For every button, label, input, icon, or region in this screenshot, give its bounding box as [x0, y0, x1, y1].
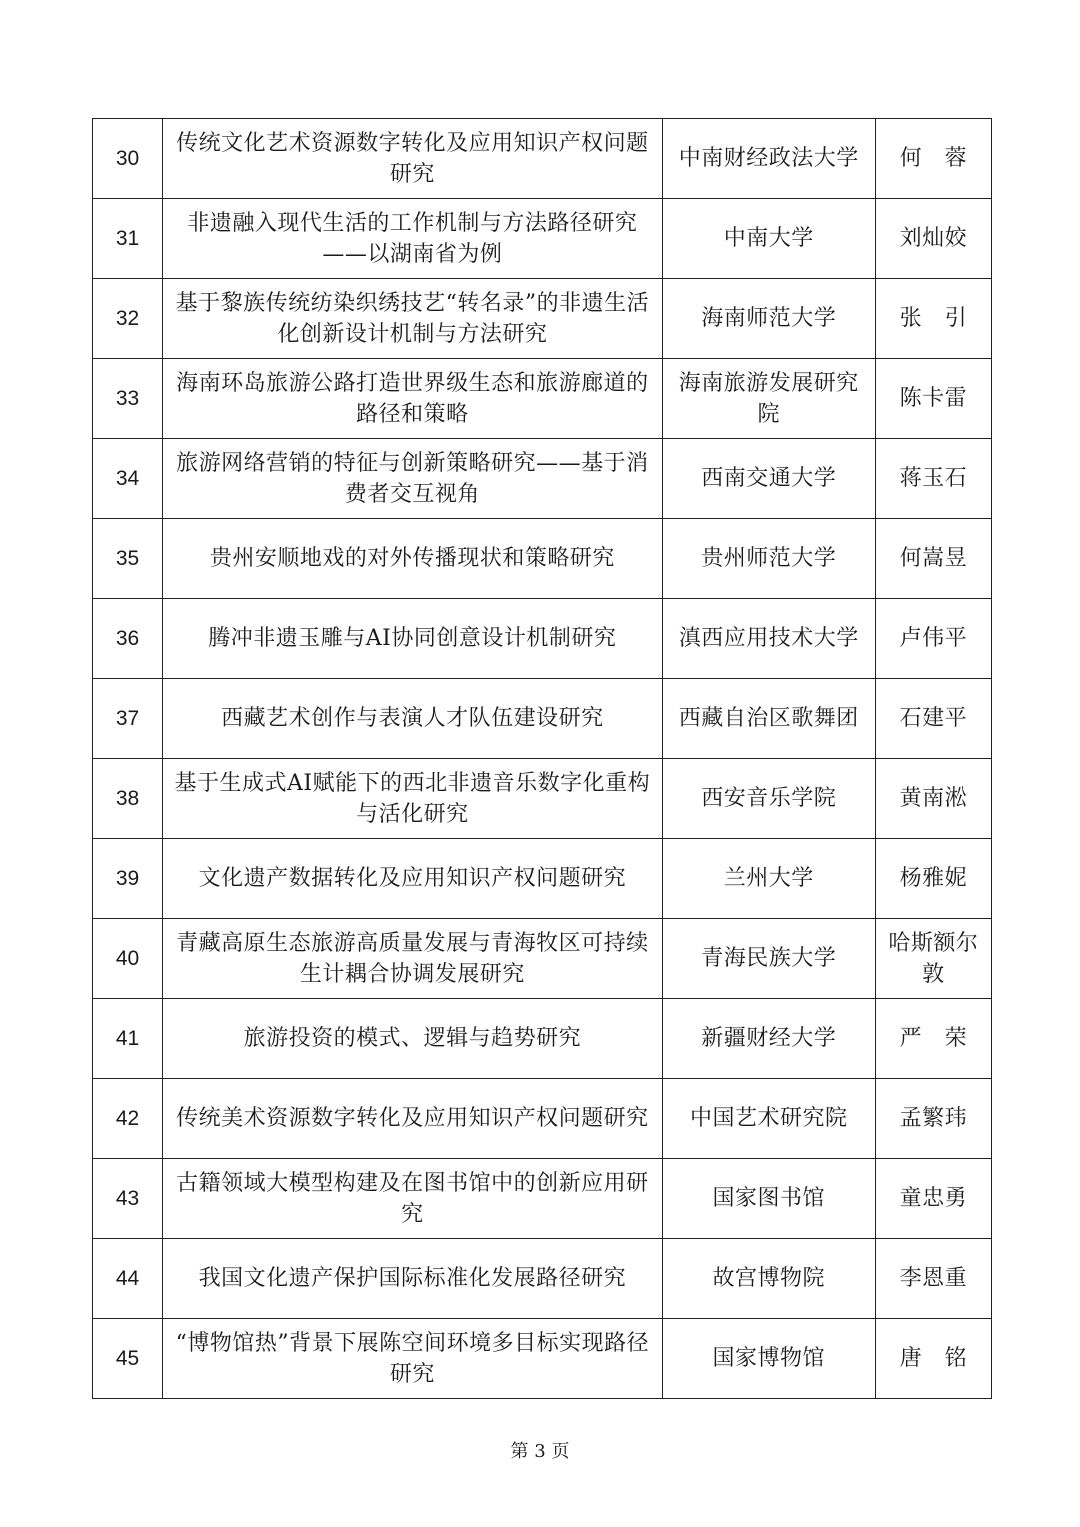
row-number: 38 — [93, 759, 163, 839]
organization: 国家图书馆 — [662, 1159, 875, 1239]
organization: 西南交通大学 — [662, 439, 875, 519]
row-number: 44 — [93, 1239, 163, 1319]
row-number: 37 — [93, 679, 163, 759]
table-row — [93, 1159, 992, 1239]
organization: 海南旅游发展研究院 — [662, 359, 875, 439]
table-body — [93, 119, 992, 1399]
principal-investigator: 严 荣 — [875, 999, 991, 1079]
project-title: 基于生成式AI赋能下的西北非遗音乐数字化重构与活化研究 — [163, 759, 663, 839]
organization: 西安音乐学院 — [662, 759, 875, 839]
row-number: 39 — [93, 839, 163, 919]
table-row — [93, 679, 992, 759]
organization: 新疆财经大学 — [662, 999, 875, 1079]
project-title: 非遗融入现代生活的工作机制与方法路径研究——以湖南省为例 — [163, 199, 663, 279]
principal-investigator: 刘灿姣 — [875, 199, 991, 279]
row-number: 35 — [93, 519, 163, 599]
organization: 国家博物馆 — [662, 1319, 875, 1399]
organization: 中南财经政法大学 — [662, 119, 875, 199]
organization: 中南大学 — [662, 199, 875, 279]
table-row — [93, 759, 992, 839]
table-row — [93, 519, 992, 599]
project-title: 贵州安顺地戏的对外传播现状和策略研究 — [163, 519, 663, 599]
principal-investigator: 蒋玉石 — [875, 439, 991, 519]
principal-investigator: 何 蓉 — [875, 119, 991, 199]
principal-investigator: 黄南淞 — [875, 759, 991, 839]
row-number: 33 — [93, 359, 163, 439]
organization: 故宫博物院 — [662, 1239, 875, 1319]
principal-investigator: 陈卡雷 — [875, 359, 991, 439]
table-row — [93, 119, 992, 199]
project-title: 西藏艺术创作与表演人才队伍建设研究 — [163, 679, 663, 759]
project-title: 旅游网络营销的特征与创新策略研究——基于消费者交互视角 — [163, 439, 663, 519]
organization: 海南师范大学 — [662, 279, 875, 359]
project-title: 基于黎族传统纺染织绣技艺“转名录”的非遗生活化创新设计机制与方法研究 — [163, 279, 663, 359]
page-number: 第 3 页 — [510, 1441, 570, 1462]
row-number: 32 — [93, 279, 163, 359]
table-row — [93, 839, 992, 919]
project-title: 腾冲非遗玉雕与AI协同创意设计机制研究 — [163, 599, 663, 679]
principal-investigator: 卢伟平 — [875, 599, 991, 679]
project-title: 古籍领域大模型构建及在图书馆中的创新应用研究 — [163, 1159, 663, 1239]
row-number: 42 — [93, 1079, 163, 1159]
project-title: 旅游投资的模式、逻辑与趋势研究 — [163, 999, 663, 1079]
table-row — [93, 359, 992, 439]
table-row — [93, 1239, 992, 1319]
principal-investigator: 张 引 — [875, 279, 991, 359]
table-row — [93, 439, 992, 519]
organization: 滇西应用技术大学 — [662, 599, 875, 679]
row-number: 36 — [93, 599, 163, 679]
principal-investigator: 哈斯额尔敦 — [875, 919, 991, 999]
table-row — [93, 599, 992, 679]
row-number: 40 — [93, 919, 163, 999]
principal-investigator: 童忠勇 — [875, 1159, 991, 1239]
organization: 青海民族大学 — [662, 919, 875, 999]
organization: 西藏自治区歌舞团 — [662, 679, 875, 759]
row-number: 31 — [93, 199, 163, 279]
row-number: 34 — [93, 439, 163, 519]
row-number: 41 — [93, 999, 163, 1079]
table-row — [93, 1079, 992, 1159]
principal-investigator: 唐 铭 — [875, 1319, 991, 1399]
row-number: 45 — [93, 1319, 163, 1399]
table-row — [93, 999, 992, 1079]
table-row — [93, 279, 992, 359]
principal-investigator: 杨雅妮 — [875, 839, 991, 919]
table-row — [93, 199, 992, 279]
project-title: 我国文化遗产保护国际标准化发展路径研究 — [163, 1239, 663, 1319]
principal-investigator: 李恩重 — [875, 1239, 991, 1319]
project-list-table — [92, 118, 992, 1399]
project-title: 海南环岛旅游公路打造世界级生态和旅游廊道的路径和策略 — [163, 359, 663, 439]
organization: 中国艺术研究院 — [662, 1079, 875, 1159]
principal-investigator: 石建平 — [875, 679, 991, 759]
project-title: “博物馆热”背景下展陈空间环境多目标实现路径研究 — [163, 1319, 663, 1399]
project-title: 青藏高原生态旅游高质量发展与青海牧区可持续生计耦合协调发展研究 — [163, 919, 663, 999]
project-title: 传统美术资源数字转化及应用知识产权问题研究 — [163, 1079, 663, 1159]
project-title: 文化遗产数据转化及应用知识产权问题研究 — [163, 839, 663, 919]
organization: 兰州大学 — [662, 839, 875, 919]
principal-investigator: 何嵩昱 — [875, 519, 991, 599]
table-row — [93, 1319, 992, 1399]
table-row — [93, 919, 992, 999]
organization: 贵州师范大学 — [662, 519, 875, 599]
row-number: 30 — [93, 119, 163, 199]
principal-investigator: 孟繁玮 — [875, 1079, 991, 1159]
project-title: 传统文化艺术资源数字转化及应用知识产权问题研究 — [163, 119, 663, 199]
row-number: 43 — [93, 1159, 163, 1239]
